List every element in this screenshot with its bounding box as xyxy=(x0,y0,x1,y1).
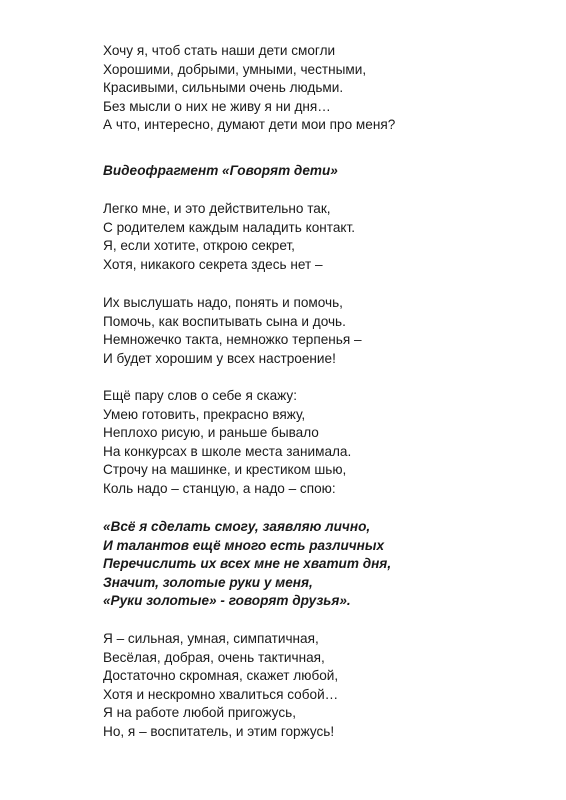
verse-line: На конкурсах в школе места занимала. xyxy=(103,443,352,459)
verse-line: Немножечко такта, немножко терпенья – xyxy=(103,332,362,348)
verse-line: Я, если хотите, открою секрет, xyxy=(103,238,295,254)
stanza-6 xyxy=(103,630,338,742)
verse-line: Красивыми, сильными очень людьми. xyxy=(103,80,344,96)
verse-line: Умею готовить, прекрасно вяжу, xyxy=(103,406,306,422)
verse-line: Я – сильная, умная, симпатичная, xyxy=(103,631,319,646)
verse-line: Хорошими, добрыми, умными, честными, xyxy=(103,61,367,77)
verse-line: А что, интересно, думают дети мои про меня? xyxy=(103,117,396,133)
verse-line: Их выслушать надо, понять и помочь, xyxy=(103,295,343,310)
verse-line: И талантов ещё много есть различных xyxy=(103,537,385,553)
verse-line: «Руки золотые» - говорят друзья». xyxy=(103,593,351,609)
verse-line: Перечислить их всех мне не хватит дня, xyxy=(103,556,392,572)
stanza-2 xyxy=(103,200,355,274)
verse-line: Помочь, как воспитывать сына и дочь. xyxy=(103,313,346,329)
verse-line: Коль надо – станцую, а надо – спою: xyxy=(103,480,336,496)
verse-line: Неплохо рисую, и раньше бывало xyxy=(103,425,319,441)
verse-line: И будет хорошим у всех настроение! xyxy=(103,350,336,366)
verse-line: Хочу я, чтоб стать наши дети смогли xyxy=(103,43,336,58)
stanza-5-emphasized xyxy=(103,518,391,611)
verse-line: Ещё пару слов о себе я скажу: xyxy=(103,388,298,403)
verse-line: Весёлая, добрая, очень тактичная, xyxy=(103,649,325,665)
verse-line: Я на работе любой пригожусь, xyxy=(103,705,296,721)
verse-line: Но, я – воспитатель, и этим горжусь! xyxy=(103,723,335,739)
verse-line: Легко мне, и это действительно так, xyxy=(103,201,331,216)
verse-line: Хотя, никакого секрета здесь нет – xyxy=(103,256,323,272)
verse-line: Достаточно скромная, скажет любой, xyxy=(103,668,339,684)
section-heading: Видеофрагмент «Говорят дети» xyxy=(103,163,338,178)
verse-line: Без мысли о них не живу я ни дня… xyxy=(103,98,331,114)
stanza-1 xyxy=(103,42,395,135)
verse-line: Хотя и нескромно хвалиться собой… xyxy=(103,686,339,702)
verse-line: Строчу на машинке, и крестиком шью, xyxy=(103,462,347,478)
verse-line: С родителем каждым наладить контакт. xyxy=(103,219,356,235)
verse-line: Значит, золотые руки у меня, xyxy=(103,574,313,590)
verse-line: «Всё я сделать смогу, заявляю лично, xyxy=(103,519,371,534)
stanza-4 xyxy=(103,387,351,499)
stanza-3 xyxy=(103,294,362,368)
